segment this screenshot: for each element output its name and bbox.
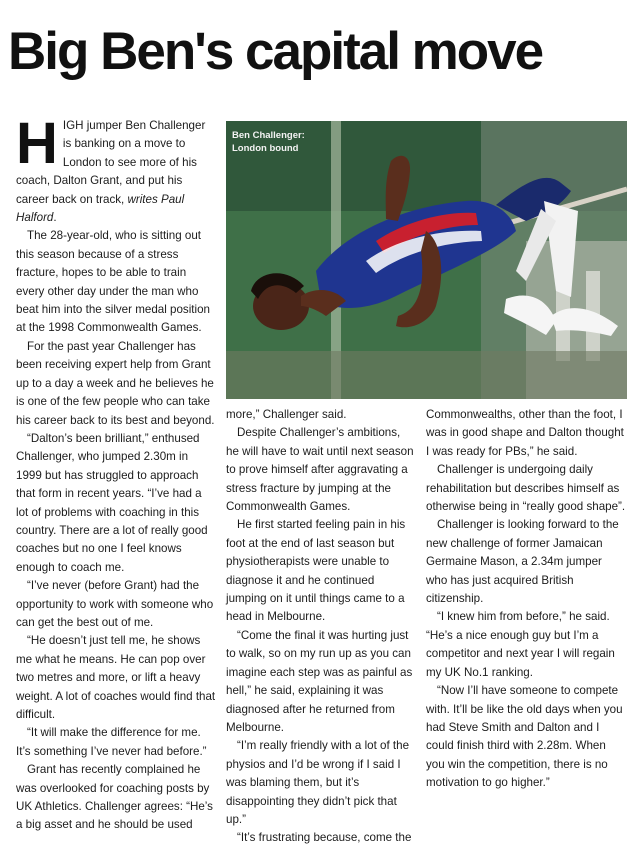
intro-text: IGH jumper Ben Challenger is banking on a move to London to see more of his coach, Dalton Grant, and put his career back on track,	[16, 119, 206, 206]
paragraph: He first started feeling pain in his foot at the end of last season but physiotherapists were unable to diagnose it and he continued jumping on it until things came to a head in Melbourne.	[226, 518, 406, 624]
paragraph-intro	[16, 111, 216, 227]
article-column-2	[226, 406, 416, 848]
paragraph: Despite Challenger’s ambitions, he will have to wait until next season to prove himself after aggravating a stress fracture by jumping at the Commonwealth Games.	[226, 426, 414, 514]
paragraph: “Dalton’s been brilliant,” enthused Challenger, who jumped 2.30m in 1999 but has struggled to approach that form in recent years. “I’ve had a lot of problems with coaching in this country. There are a lot of really good coaches but no one I feel knows enough to coach me.	[16, 431, 208, 574]
paragraph: Challenger is looking forward to the new challenge of former Jamaican Germaine Mason, a 2.34m jumper who has just acquired British citizenship.	[426, 518, 619, 606]
article-column-1	[16, 111, 216, 835]
caption-line-2: London bound	[232, 143, 299, 154]
paragraph: For the past year Challenger has been receiving expert help from Grant up to a day a week and he believes he is one of the few people who can take his career back to its best and beyond.	[16, 339, 215, 427]
paragraph: “Now I’ll have someone to compete with. It’ll be like the old days when you had Steve Smith and Dalton and I could finish third with 2.28m. When you win the competition, there is no motivation to go higher.”	[426, 684, 623, 790]
article-column-3	[426, 406, 626, 793]
photo-caption	[232, 129, 305, 155]
caption-line-1: Ben Challenger:	[232, 130, 305, 141]
paragraph: Challenger is undergoing daily rehabilitation but describes himself as otherwise being in “really good shape”.	[426, 463, 626, 514]
drop-cap: H	[16, 111, 58, 176]
byline: writes Paul Halford	[16, 192, 185, 225]
paragraph: The 28-year-old, who is sitting out this season because of a stress fracture, hopes to be able to train every other day under the man who beat him into the silver medal position at the 1998 Commonwealth Games.	[16, 229, 210, 335]
paragraph: Grant has recently complained he was overlooked for coaching posts by UK Athletics. Challenger agrees: “He’s a big asset and he should be used	[16, 763, 213, 832]
athlete-photo	[226, 121, 627, 399]
paragraph: “Come the final it was hurting just to walk, so on my run up as you can imagine each step was as painful as hell,” he said, explaining it was diagnosed after he returned from Melbourne.	[226, 628, 413, 734]
paragraph: Commonwealths, other than the foot, I was in good shape and Dalton thought I was ready for PBs,” he said.	[426, 408, 624, 458]
paragraph: “He doesn’t just tell me, he shows me what he means. He can pop over two metres and more, or lift a heavy weight. A lot of coaches would find that difficult.	[16, 634, 216, 721]
headline: Big Ben's capital move	[8, 22, 543, 81]
paragraph: “I’m really friendly with a lot of the physios and I’d be wrong if I said I was blaming them, but it’s disappointing they didn’t pick that up.”	[226, 739, 410, 826]
byline-end: .	[53, 211, 57, 225]
paragraph: “I’ve never (before Grant) had the opportunity to work with someone who can get the best out of me.	[16, 579, 214, 629]
paragraph: “I knew him from before,” he said. “He’s a nice enough guy but I’m a competitor and next year I will regain my UK No.1 ranking.	[426, 610, 615, 679]
paragraph: more,” Challenger said.	[226, 408, 347, 421]
paragraph: “It’s frustrating because, come the	[237, 831, 412, 845]
high-jumper-photo	[226, 121, 627, 399]
paragraph: “It will make the difference for me. It’s something I’ve never had before.”	[16, 726, 207, 758]
